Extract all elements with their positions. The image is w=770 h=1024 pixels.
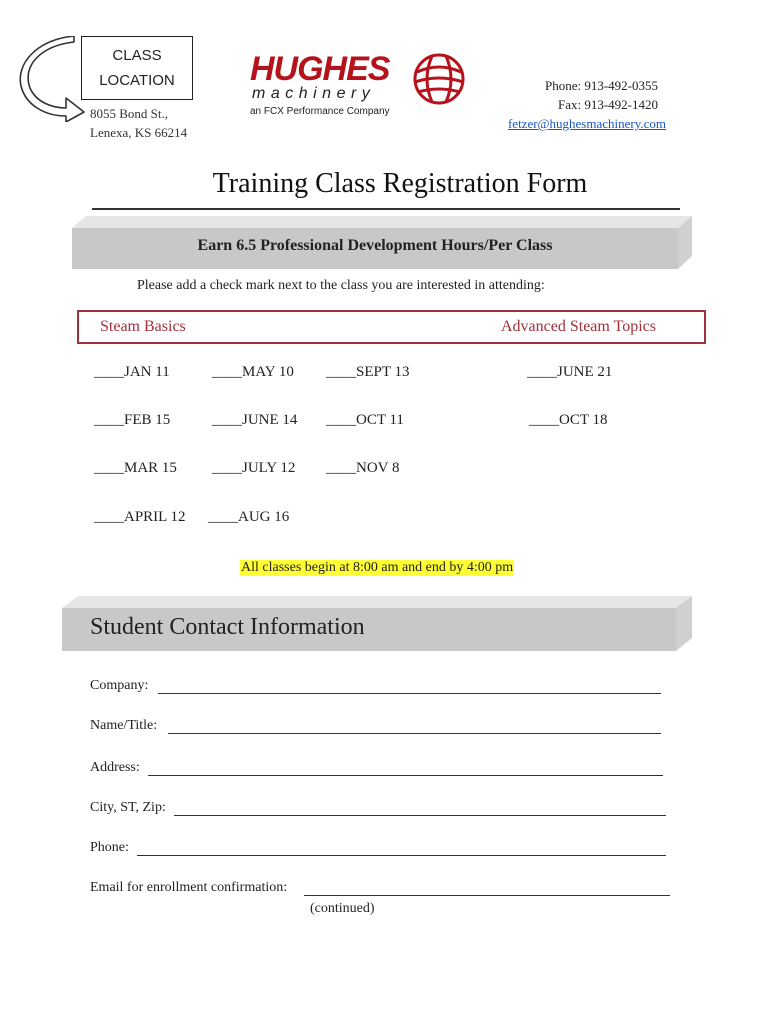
city-st-zip-field[interactable] (174, 815, 666, 816)
form-title: Training Class Registration Form (212, 168, 588, 199)
company-field[interactable] (158, 693, 661, 694)
class-date-option[interactable]: ____JUNE 14 (212, 412, 298, 428)
address-label: Address: (90, 760, 140, 775)
location-box-title-line2: LOCATION (99, 72, 175, 89)
class-date-option[interactable]: ____JUNE 21 (527, 364, 613, 380)
location-address (90, 104, 187, 142)
steam-basics-label: Steam Basics (100, 318, 186, 335)
class-location-box (81, 36, 193, 100)
contact-phone: Phone: 913-492-0355 (544, 78, 658, 93)
email-label: Email for enrollment confirmation: (90, 880, 288, 895)
curved-arrow-icon (18, 36, 88, 122)
class-date-option[interactable]: ____MAY 10 (212, 364, 294, 380)
class-date-option[interactable]: ____MAR 15 (94, 460, 177, 476)
phone-label: Phone: (90, 840, 129, 855)
address-line1: 8055 Bond St., (90, 106, 169, 121)
logo-brand: HUGHES (250, 50, 390, 88)
contact-email-link[interactable]: fetzer@hughesmachinery.com (507, 116, 666, 131)
city-st-zip-label: City, ST, Zip: (90, 800, 166, 815)
class-date-option[interactable]: ____APRIL 12 (94, 509, 186, 525)
phone-field[interactable] (137, 855, 666, 856)
class-date-option[interactable]: ____AUG 16 (208, 509, 290, 525)
pdh-banner-text: Earn 6.5 Professional Development Hours/Per Class (197, 237, 553, 254)
contact-block (545, 76, 658, 114)
continued-note: (continued) (310, 901, 375, 916)
company-label: Company: (90, 678, 149, 693)
class-date-option[interactable]: ____OCT 18 (529, 412, 608, 428)
logo-globe-icon (412, 52, 466, 106)
logo-subline: machinery (252, 85, 376, 102)
class-date-option[interactable]: ____NOV 8 (326, 460, 400, 476)
name-title-field[interactable] (168, 733, 661, 734)
contact-email-wrap (508, 114, 666, 133)
address-line2: Lenexa, KS 66214 (90, 125, 188, 140)
title-divider (92, 208, 680, 210)
instruction-text: Please add a check mark next to the class you are interested in attending: (137, 278, 545, 293)
location-box-title-line1: CLASS (112, 47, 162, 64)
name-title-label: Name/Title: (90, 718, 158, 733)
class-date-option[interactable]: ____SEPT 13 (326, 364, 410, 380)
email-field[interactable] (304, 895, 670, 896)
logo-tagline: an FCX Performance Company (250, 106, 390, 117)
contact-fax: Fax: 913-492-1420 (557, 97, 658, 112)
contact-section-heading: Student Contact Information (90, 614, 365, 640)
class-date-option[interactable]: ____FEB 15 (94, 412, 171, 428)
class-groups-header (77, 310, 706, 344)
class-date-option[interactable]: ____OCT 11 (326, 412, 404, 428)
address-field[interactable] (148, 775, 663, 776)
schedule-note: All classes begin at 8:00 am and end by 4:00 pm (241, 560, 514, 575)
class-date-option[interactable]: ____JULY 12 (212, 460, 296, 476)
class-date-option[interactable]: ____JAN 11 (94, 364, 170, 380)
company-logo (250, 50, 480, 122)
advanced-steam-label: Advanced Steam Topics (501, 318, 656, 335)
